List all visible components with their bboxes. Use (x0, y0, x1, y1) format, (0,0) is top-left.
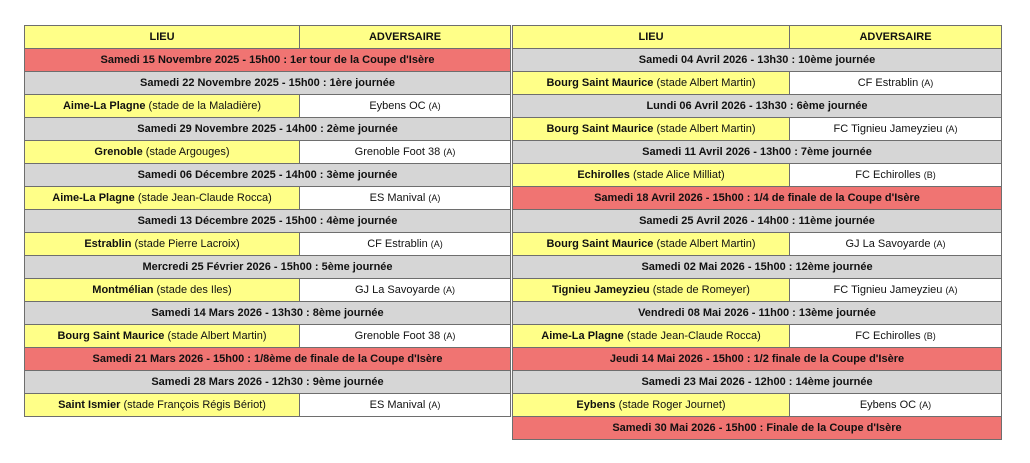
venue-cell (25, 233, 300, 256)
matchday-row (513, 49, 1002, 72)
opponent-name: ES Manival (369, 192, 426, 204)
opponent-cell (790, 233, 1002, 256)
cup-match-title: Samedi 18 Avril 2026 - 15h00 : 1/4 de finale de la Coupe d'Isère (513, 187, 1002, 210)
opponent-name: CF Estrablin (857, 77, 919, 89)
matchday-row (25, 164, 511, 187)
venue-city: Estrablin (84, 238, 132, 250)
venue-cell (513, 72, 790, 95)
match-row (25, 279, 511, 302)
venue-stadium: (stade Albert Martin) (656, 123, 756, 135)
venue-stadium: (stade François Régis Bériot) (123, 399, 266, 411)
venue-cell (513, 394, 790, 417)
match-row (25, 95, 511, 118)
header-row (25, 26, 511, 49)
opponent-cell (790, 118, 1002, 141)
venue-stadium: (stade Alice Milliat) (632, 169, 725, 181)
matchday-title: Vendredi 08 Mai 2026 - 11h00 : 13ème journée (513, 302, 1002, 325)
match-row (513, 233, 1002, 256)
venue-cell (513, 279, 790, 302)
venue-city: Aime-La Plagne (52, 192, 135, 204)
cup-match-row (25, 348, 511, 371)
header-row (513, 26, 1002, 49)
opponent-level: (B) (923, 331, 936, 341)
venue-cell (25, 394, 300, 417)
matchday-row (513, 256, 1002, 279)
venue-stadium: (stade Albert Martin) (656, 238, 756, 250)
matchday-row (513, 302, 1002, 325)
matchday-row (513, 210, 1002, 233)
opponent-name: FC Echirolles (855, 330, 921, 342)
venue-stadium: (stade Roger Journet) (618, 399, 726, 411)
header-lieu: LIEU (513, 26, 790, 49)
venue-stadium: (stade Argouges) (145, 146, 230, 158)
opponent-level: (A) (443, 331, 456, 341)
matchday-title: Mercredi 25 Février 2026 - 15h00 : 5ème journée (25, 256, 511, 279)
cup-match-title: Samedi 15 Novembre 2025 - 15h00 : 1er tour de la Coupe d'Isère (25, 49, 511, 72)
matchday-title: Samedi 29 Novembre 2025 - 14h00 : 2ème journée (25, 118, 511, 141)
cup-match-row (513, 417, 1002, 440)
venue-stadium: (stade de Romeyer) (652, 284, 750, 296)
opponent-name: Eybens OC (859, 399, 917, 411)
opponent-name: CF Estrablin (367, 238, 428, 250)
venue-stadium: (stade de la Maladière) (148, 100, 262, 112)
opponent-level: (A) (919, 400, 932, 410)
cup-match-row (25, 49, 511, 72)
opponent-name: FC Tignieu Jameyzieu (833, 123, 943, 135)
opponent-name: GJ La Savoyarde (845, 238, 931, 250)
matchday-title: Samedi 04 Avril 2026 - 13h30 : 10ème journée (513, 49, 1002, 72)
venue-stadium: (stade Jean-Claude Rocca) (626, 330, 761, 342)
opponent-cell (790, 279, 1002, 302)
matchday-title: Samedi 25 Avril 2026 - 14h00 : 11ème journée (513, 210, 1002, 233)
venue-cell (513, 164, 790, 187)
venue-city: Grenoble (94, 146, 143, 158)
venue-city: Bourg Saint Maurice (546, 77, 654, 89)
match-row (25, 325, 511, 348)
opponent-name: Grenoble Foot 38 (354, 146, 441, 158)
opponent-level: (A) (428, 400, 441, 410)
venue-city: Aime-La Plagne (541, 330, 624, 342)
venue-cell (25, 95, 300, 118)
opponent-name: FC Tignieu Jameyzieu (833, 284, 943, 296)
matchday-title: Lundi 06 Avril 2026 - 13h30 : 6ème journée (513, 95, 1002, 118)
match-row (513, 118, 1002, 141)
venue-city: Eybens (576, 399, 616, 411)
matchday-title: Samedi 11 Avril 2026 - 13h00 : 7ème journée (513, 141, 1002, 164)
header-lieu: LIEU (25, 26, 300, 49)
opponent-cell (300, 141, 511, 164)
cup-match-row (513, 187, 1002, 210)
matchday-row (25, 302, 511, 325)
opponent-level: (A) (443, 147, 456, 157)
venue-stadium: (stade Albert Martin) (656, 77, 756, 89)
cup-match-title: Samedi 21 Mars 2026 - 15h00 : 1/8ème de finale de la Coupe d'Isère (25, 348, 511, 371)
opponent-level: (A) (933, 239, 946, 249)
header-adversaire: ADVERSAIRE (300, 26, 511, 49)
matchday-row (25, 72, 511, 95)
venue-stadium: (stade Albert Martin) (167, 330, 267, 342)
opponent-cell (790, 72, 1002, 95)
venue-city: Tignieu Jameyzieu (552, 284, 650, 296)
match-row (513, 394, 1002, 417)
matchday-row (513, 371, 1002, 394)
venue-cell (513, 118, 790, 141)
matchday-row (25, 118, 511, 141)
opponent-cell (790, 325, 1002, 348)
opponent-level: (A) (945, 124, 958, 134)
venue-cell (25, 325, 300, 348)
venue-cell (513, 233, 790, 256)
match-row (25, 141, 511, 164)
matchday-title: Samedi 28 Mars 2026 - 12h30 : 9ème journée (25, 371, 511, 394)
opponent-cell (300, 325, 511, 348)
venue-cell (513, 325, 790, 348)
match-row (25, 394, 511, 417)
venue-city: Aime-La Plagne (62, 100, 146, 112)
matchday-row (513, 95, 1002, 118)
venue-stadium: (stade Pierre Lacroix) (134, 238, 240, 250)
match-row (513, 164, 1002, 187)
header-adversaire: ADVERSAIRE (790, 26, 1002, 49)
venue-city: Bourg Saint Maurice (57, 330, 165, 342)
opponent-name: Grenoble Foot 38 (354, 330, 441, 342)
schedule-table-right (512, 25, 1002, 440)
venue-city: Echirolles (577, 169, 630, 181)
matchday-title: Samedi 23 Mai 2026 - 12h00 : 14ème journée (513, 371, 1002, 394)
match-row (513, 325, 1002, 348)
opponent-name: Eybens OC (369, 100, 426, 112)
cup-match-title: Jeudi 14 Mai 2026 - 15h00 : 1/2 finale de la Coupe d'Isère (513, 348, 1002, 371)
match-row (25, 233, 511, 256)
opponent-level: (A) (443, 285, 456, 295)
opponent-level: (A) (428, 101, 441, 111)
opponent-cell (300, 95, 511, 118)
venue-stadium: (stade Jean-Claude Rocca) (137, 192, 272, 204)
matchday-title: Samedi 02 Mai 2026 - 15h00 : 12ème journée (513, 256, 1002, 279)
venue-city: Bourg Saint Maurice (546, 238, 654, 250)
opponent-cell (300, 187, 511, 210)
opponent-cell (790, 164, 1002, 187)
venue-cell (25, 187, 300, 210)
venue-city: Saint Ismier (58, 399, 121, 411)
match-row (513, 72, 1002, 95)
opponent-level: (B) (923, 170, 936, 180)
opponent-name: FC Echirolles (855, 169, 921, 181)
opponent-name: GJ La Savoyarde (354, 284, 440, 296)
cup-match-row (513, 348, 1002, 371)
matchday-title: Samedi 22 Novembre 2025 - 15h00 : 1ère journée (25, 72, 511, 95)
opponent-level: (A) (430, 239, 443, 249)
match-row (25, 187, 511, 210)
matchday-title: Samedi 06 Décembre 2025 - 14h00 : 3ème journée (25, 164, 511, 187)
opponent-cell (790, 394, 1002, 417)
venue-cell (25, 141, 300, 164)
venue-cell (25, 279, 300, 302)
cup-match-title: Samedi 30 Mai 2026 - 15h00 : Finale de la Coupe d'Isère (513, 417, 1002, 440)
matchday-row (25, 371, 511, 394)
opponent-cell (300, 233, 511, 256)
opponent-cell (300, 394, 511, 417)
matchday-row (513, 141, 1002, 164)
opponent-level: (A) (945, 285, 958, 295)
schedule-table-left (24, 25, 511, 417)
opponent-level: (A) (921, 78, 934, 88)
matchday-title: Samedi 14 Mars 2026 - 13h30 : 8ème journée (25, 302, 511, 325)
opponent-level: (A) (428, 193, 441, 203)
matchday-title: Samedi 13 Décembre 2025 - 15h00 : 4ème journée (25, 210, 511, 233)
opponent-name: ES Manival (369, 399, 426, 411)
venue-city: Montmélian (92, 284, 154, 296)
match-row (513, 279, 1002, 302)
venue-city: Bourg Saint Maurice (546, 123, 654, 135)
matchday-row (25, 210, 511, 233)
opponent-cell (300, 279, 511, 302)
venue-stadium: (stade des Iles) (156, 284, 232, 296)
matchday-row (25, 256, 511, 279)
